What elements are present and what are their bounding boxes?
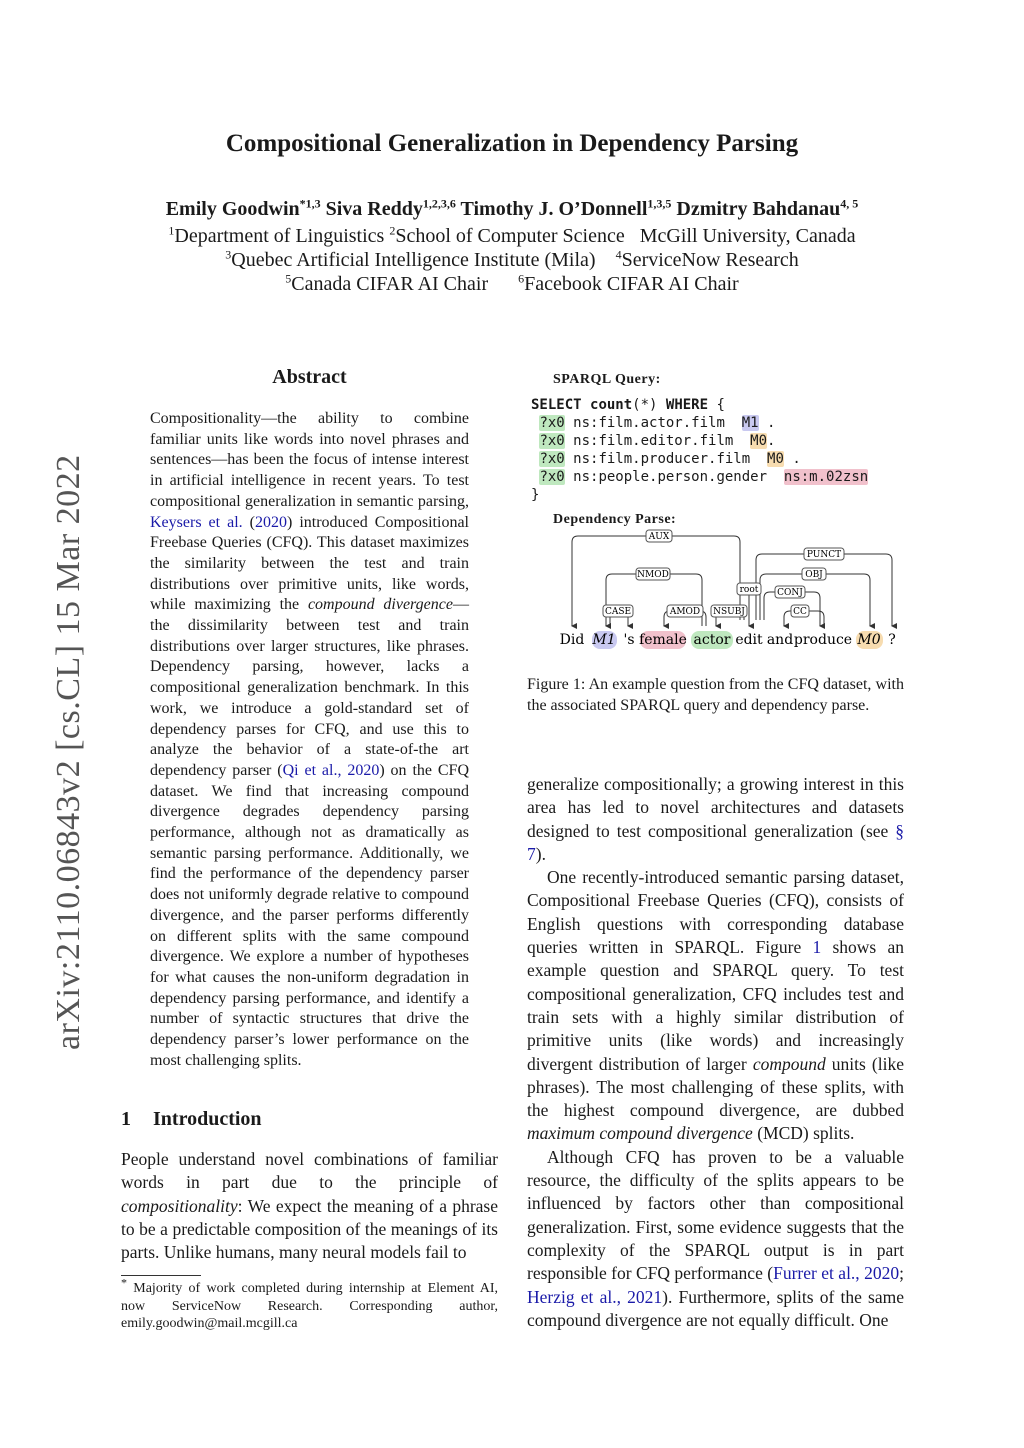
right-column-body (527, 773, 904, 1332)
affil-text: ServiceNow Research (621, 249, 799, 271)
author-affil-marks: 1,2,3,6 (422, 196, 456, 211)
arc-label-root: root (739, 585, 759, 595)
code-predicate: ns:film.editor.film (564, 433, 751, 449)
abstract-emphasis: compound divergence (307, 596, 453, 614)
body-text: units (like phrases). The most challenging of these splits, with the highest compound divergence, are dubbed (527, 1053, 904, 1121)
intro-emphasis: compositionality (121, 1195, 238, 1216)
affil-mark: 6 (518, 271, 525, 286)
abstract-text: ( (242, 513, 255, 531)
word-token: ? (888, 632, 896, 648)
code-text: (*) (632, 397, 666, 413)
affil-mark: 3 (225, 247, 232, 262)
code-text: { (708, 397, 725, 413)
paragraph (527, 866, 904, 1146)
code-keyword: SELECT (531, 397, 582, 413)
code-function: count (590, 397, 633, 413)
figure-ref-link[interactable]: 1 (812, 937, 822, 958)
body-text: One recently-introduced semantic parsing dataset, Compositional Freebase Queries (CFQ), consists of English questions with corresponding database queries written in SPARQL. Figure (527, 867, 904, 958)
citation-year-link[interactable]: 2020 (255, 513, 287, 531)
abstract-text: ) introduced Compositional Freebase Queries (CFQ). This dataset maximizes the similarity between the test and train distributions over primitive units, like words, while maximizing the (150, 513, 469, 614)
arc-label-nsubj: NSUBJ (713, 607, 745, 617)
body-text: (MCD) splits. (752, 1123, 855, 1144)
arc-label-obj: OBJ (805, 570, 823, 580)
arc-label-punct: PUNCT (806, 550, 842, 560)
affil-mark: 2 (389, 223, 396, 238)
code-variable: ?x0 (539, 469, 565, 485)
code-variable: ?x0 (539, 415, 565, 431)
author-name: Siva Reddy (325, 198, 423, 220)
affiliation-line-2 (0, 248, 1024, 272)
code-text: } (531, 487, 540, 503)
word-token: produce (793, 632, 853, 648)
code-text: . (767, 433, 776, 449)
citation-link[interactable]: Qi et al., 2020 (282, 761, 380, 779)
citation-link[interactable]: Furrer et al., 2020 (773, 1263, 900, 1284)
arc-label-aux: AUX (648, 532, 670, 542)
section-title: Introduction (153, 1108, 262, 1130)
citation-link[interactable]: Herzig et al., 2021 (527, 1286, 663, 1307)
citation-link[interactable]: Keysers et al. (150, 513, 243, 531)
section-ref-link[interactable]: § 7 (527, 820, 904, 864)
affil-text: Department of Linguistics (174, 225, 390, 247)
author-name: Emily Goodwin (165, 198, 300, 220)
code-entity: M0 (750, 433, 768, 449)
affil-mark: 4 (615, 247, 622, 262)
code-variable: ?x0 (539, 433, 565, 449)
word-token: actor (693, 632, 731, 648)
author-name: Timothy J. O’Donnell (460, 198, 648, 220)
arc-nmod (606, 574, 702, 626)
arc-label-conj: CONJ (777, 588, 803, 598)
abstract-body (150, 409, 469, 1072)
code-predicate: ns:film.producer.film (564, 451, 768, 467)
affiliation-line-1 (0, 224, 1024, 248)
paragraph (527, 773, 904, 866)
arxiv-sidebar-stamp: arXiv:2110.06843v2 [cs.CL] 15 Mar 2022 (50, 454, 87, 1050)
code-variable: ?x0 (539, 451, 565, 467)
footnote-text: Majority of work completed during internship at Element AI, now ServiceNow Research. Corresponding author, emily.goodwin@mail.mcgill.ca (121, 1281, 498, 1331)
abstract-text: Compositionality—the ability to combine familiar units like words into novel phrases and sentences—has been the focus of intense interest in artificial intelligence in recent years. To test compositional generalization in semantic parsing, (150, 410, 469, 510)
author-affil-marks: *1,3 (299, 196, 321, 211)
arc-label-case: CASE (604, 607, 632, 617)
word-token: and (766, 632, 794, 648)
abstract-heading: Abstract (272, 366, 347, 388)
body-text: ). (535, 843, 546, 864)
body-text: ). Furthermore, splits of the same compound divergence are not equally difficult. One (527, 1286, 904, 1330)
code-predicate: ns:film.actor.film (564, 415, 742, 431)
dependency-parse-label: Dependency Parse: (553, 512, 677, 527)
intro-paragraph (121, 1148, 498, 1264)
affil-text: School of Computer Science McGill University, Canada (395, 225, 856, 247)
arc-obj (760, 574, 870, 626)
body-text: generalize compositionally; a growing interest in this area has led to novel architectures and datasets designed to test compositional generalization (see (527, 774, 904, 841)
affil-mark: 1 (168, 223, 175, 238)
footnote-rule (121, 1275, 201, 1276)
abstract-text: ) on the CFQ dataset. We find that increasing compound divergence degrades dependency parsing performance, although not as dramatically as semantic parsing performance. Additionally, we find the performance of the dependency parser does not uniformly degrade relative to compound divergence, and the parser performs differently on different splits with the same compound divergence. We explore a number of hypotheses for what causes the non-uniform degradation in dependency parsing performance, and identify a number of syntactic structures that drive the dependency parser’s lower performance on the most challenging splits. (150, 761, 469, 1069)
author-affil-marks: 1,3,5 (647, 196, 672, 211)
author-name: Dzmitry Bahdanau (676, 198, 841, 220)
body-emphasis: compound (752, 1053, 826, 1074)
author-list (0, 198, 1024, 221)
intro-text: People understand novel combinations of familiar words in part due to the principle of (121, 1149, 498, 1193)
section-number: 1 (121, 1108, 131, 1130)
word-token: Did (559, 632, 585, 648)
word-token: female (639, 632, 687, 648)
word-token: M0 (857, 632, 881, 648)
code-entity: ns:m.02zsn (783, 469, 869, 485)
body-text: ; (899, 1263, 904, 1284)
word-token: 's (623, 632, 635, 648)
author-affil-marks: 4, 5 (840, 196, 859, 211)
code-text: . (758, 415, 776, 431)
code-text: . (783, 451, 801, 467)
body-text: shows an example question and SPARQL query. To test compositional generalization, CFQ includes test and train sets with a highly similar distribution of primitive units (like words) and increasingly divergent distribution of larger (527, 937, 904, 1074)
code-entity: M0 (767, 451, 784, 467)
affil-mark: 5 (285, 271, 292, 286)
body-emphasis: maximum compound divergence (527, 1123, 753, 1144)
affil-text: Facebook CIFAR AI Chair (524, 273, 739, 295)
code-keyword: WHERE (665, 397, 709, 413)
word-token: M1 (592, 632, 616, 648)
sparql-code-block (531, 396, 868, 504)
affiliation-line-3 (0, 272, 1024, 296)
word-token: edit (735, 632, 763, 648)
dependency-parse-diagram (530, 522, 906, 654)
arc-label-nmod: NMOD (637, 570, 669, 580)
abstract-text: —the dissimilarity between test and train distributions over larger structures, like phrases. Dependency parsing, however, lacks a compositional generalization benchmark. In this work, we introduce a gold-standard set of dependency parses for CFQ, and use this to analyze the behavior of a state-of-the art dependency parser ( (150, 596, 469, 779)
figure-1-caption: Figure 1: An example question from the CFQ dataset, with the associated SPARQL query and dependency parse. (527, 676, 904, 714)
paper-title: Compositional Generalization in Dependency Parsing (225, 130, 799, 157)
affil-text: Canada CIFAR AI Chair (291, 273, 519, 295)
footnote-mark: * (121, 1275, 127, 1290)
body-text: Although CFQ has proven to be a valuable resource, the difficulty of the splits appears to be influenced by factors other than compositional generalization. First, some evidence suggests that the complexity of the SPARQL output is in part responsible for CFQ performance ( (527, 1146, 904, 1284)
affil-text: Quebec Artificial Intelligence Institute (Mila) (231, 249, 616, 271)
arc-label-amod: AMOD (669, 607, 701, 617)
intro-text: : We expect the meaning of a phrase to be a predictable composition of the meanings of its parts. Unlike humans, many neural models fail to (121, 1195, 498, 1263)
code-entity: M1 (741, 415, 759, 431)
section-heading-introduction (121, 1108, 262, 1131)
paragraph (527, 1146, 904, 1332)
code-predicate: ns:people.person.gender (564, 469, 784, 485)
footnote (121, 1275, 498, 1333)
sparql-query-label: SPARQL Query: (553, 372, 661, 387)
arc-label-cc: CC (793, 607, 807, 617)
